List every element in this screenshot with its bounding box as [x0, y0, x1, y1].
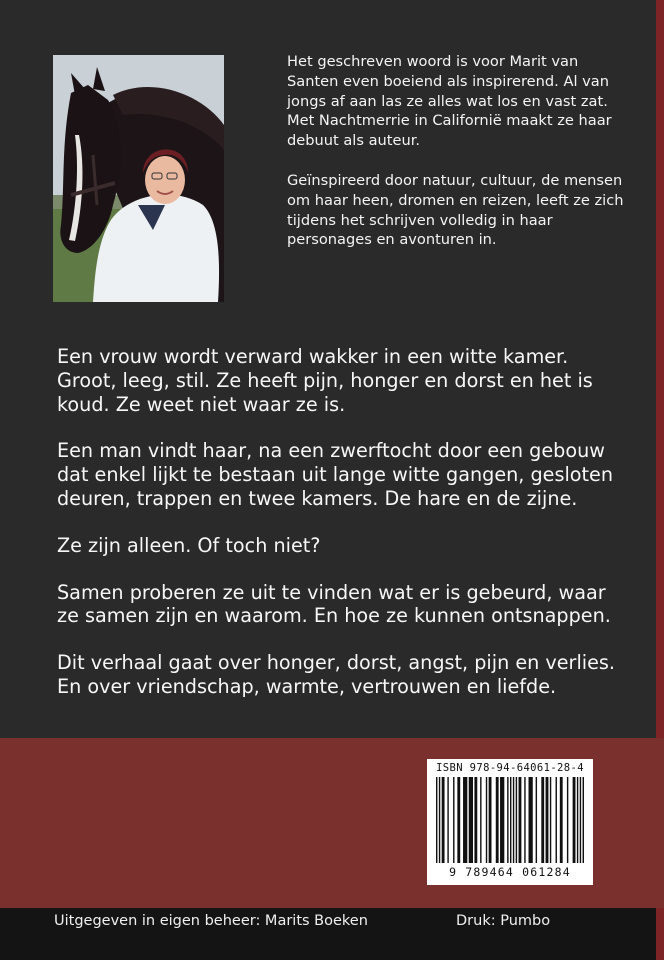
- barcode-bar: [556, 777, 557, 863]
- barcode-bar: [513, 777, 514, 863]
- barcode-bar: [507, 777, 508, 863]
- barcode-bar: [541, 777, 544, 863]
- barcode-bar: [516, 777, 517, 863]
- blurb-paragraph: Een man vindt haar, na een zwerftocht door een gebouw dat enkel lijkt te bestaan uit lange witte gangen, gesloten deuren, trappen en twee kamers. De hare en de zijne.: [57, 439, 614, 510]
- barcode-bar: [519, 777, 522, 863]
- barcode-digits: 9 789464 061284: [449, 865, 571, 879]
- bio-paragraph: Het geschreven woord is voor Marit van Santen even boeiend als inspirerend. Al van jongs af aan las ze alles wat los en vast zat. Met Nachtmerrie in Californië maakt ze haar debuut als auteur.: [287, 53, 612, 150]
- bio-paragraph: Geïnspireerd door natuur, cultuur, de mensen om haar heen, dromen en reizen, leeft ze zich tijdens het schrijven volledig in haar personages en avonturen in.: [287, 171, 624, 249]
- book-blurb: [57, 345, 627, 722]
- barcode-bar: [457, 777, 460, 863]
- barcode-bar: [469, 777, 473, 863]
- blurb-paragraph: Een vrouw wordt verward wakker in een witte kamer. Groot, leeg, stil. Ze heeft pijn, honger en dorst en het is koud. Ze weet niet waar ze is.: [57, 345, 593, 416]
- barcode-bar: [567, 777, 568, 863]
- red-band: [0, 738, 664, 908]
- barcode-bar: [510, 777, 511, 863]
- barcode-bar: [442, 777, 445, 863]
- barcode-bar: [550, 777, 551, 863]
- blurb-paragraph: Dit verhaal gaat over honger, dorst, angst, pijn en verlies. En over vriendschap, warmte, vertrouwen en liefde.: [57, 651, 616, 698]
- barcode-bar: [536, 777, 537, 863]
- barcode-bar: [486, 777, 487, 863]
- barcode-bar: [436, 777, 437, 863]
- barcode-bar: [447, 777, 448, 863]
- publisher-text: Uitgegeven in eigen beheer: Marits Boeken: [54, 913, 368, 929]
- author-photo: [53, 55, 224, 302]
- barcode-bar: [580, 777, 581, 863]
- barcode-bar: [573, 777, 576, 863]
- author-bio: [287, 52, 627, 270]
- barcode-bar: [577, 777, 578, 863]
- barcode-bar: [463, 777, 467, 863]
- footer-bar: [0, 908, 656, 960]
- blurb-paragraph: Samen proberen ze uit te vinden wat er is gebeurd, waar ze samen zijn en waarom. En hoe ze kunnen ontsnappen.: [57, 580, 611, 628]
- blurb-paragraph: Ze zijn alleen. Of toch niet?: [57, 533, 321, 557]
- barcode-bar: [560, 777, 563, 863]
- author-with-horse-image: [53, 55, 224, 302]
- barcode-bar: [500, 777, 504, 863]
- barcode-bar: [453, 777, 454, 863]
- barcode-bars: [436, 777, 584, 863]
- barcode-bar: [524, 777, 525, 863]
- isbn-barcode: [427, 759, 593, 885]
- barcode-bar: [496, 777, 499, 863]
- printer-text: Druk: Pumbo: [456, 913, 551, 929]
- barcode-bar: [439, 777, 440, 863]
- barcode-bar: [480, 777, 481, 863]
- barcode-bar: [489, 777, 492, 863]
- barcode-bar: [474, 777, 477, 863]
- barcode-bar: [583, 777, 584, 863]
- barcode-bar: [546, 777, 549, 863]
- barcode-bar: [529, 777, 533, 863]
- isbn-label: ISBN 978-94-64061-28-4: [436, 762, 584, 774]
